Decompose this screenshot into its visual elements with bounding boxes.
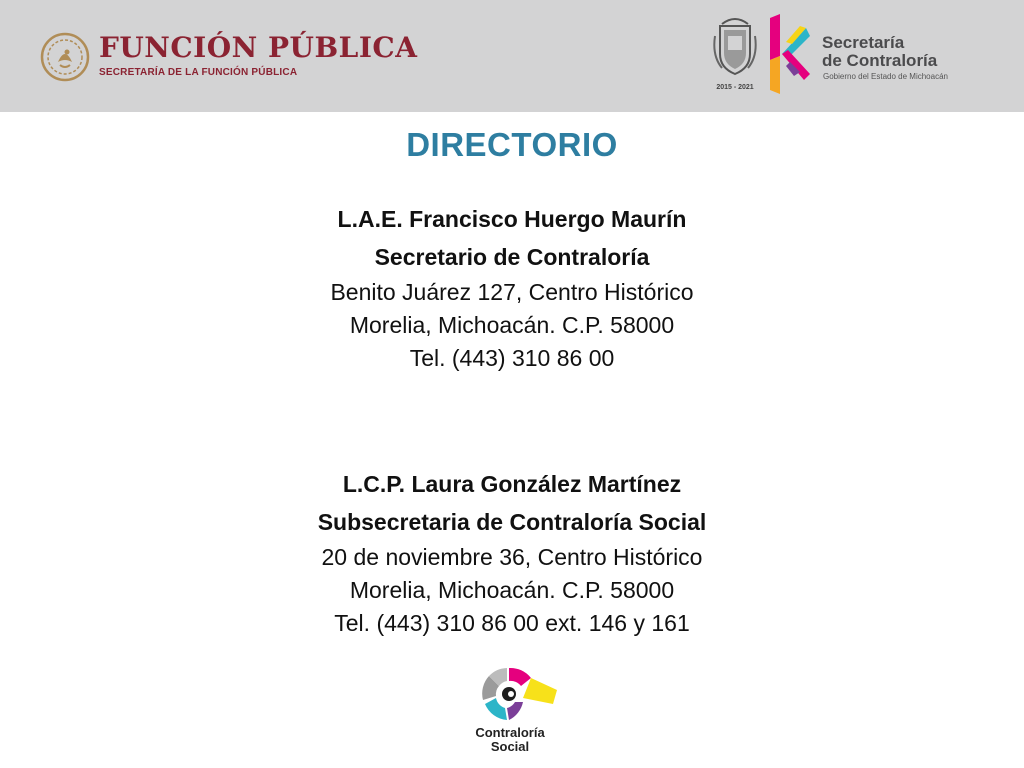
secretaria-label: Secretaría — [822, 33, 905, 52]
michoacan-coat-of-arms-icon — [712, 16, 758, 76]
contraloria-social-label — [440, 726, 580, 754]
government-years: 2015 - 2021 — [716, 84, 754, 91]
contact-position: Subsecretaria de Contraloría Social — [317, 509, 707, 535]
contraloria-social-icon — [469, 664, 559, 726]
gobierno-label: Gobierno del Estado de Michoacán — [823, 72, 948, 81]
contact-phone: Tel. (443) 310 86 00 ext. 146 y 161 — [334, 610, 690, 636]
contraloria-social-line1: Contraloría — [475, 725, 545, 740]
contact-address: Benito Juárez 127, Centro Histórico — [330, 279, 694, 305]
colorful-k-icon — [766, 14, 810, 94]
contact-name: L.A.E. Francisco Huergo Maurín — [337, 206, 687, 232]
contact-address: 20 de noviembre 36, Centro Histórico — [321, 544, 703, 570]
contraloria-social-line2: Social — [490, 739, 530, 754]
funcion-publica-title: FUNCIÓN PÚBLICA — [99, 31, 418, 64]
contact-phone: Tel. (443) 310 86 00 — [409, 345, 615, 371]
contact-city: Morelia, Michoacán. C.P. 58000 — [349, 577, 675, 603]
contact-city: Morelia, Michoacán. C.P. 58000 — [349, 312, 675, 338]
funcion-publica-logo — [40, 30, 440, 86]
contact-card — [0, 465, 1024, 640]
header-banner — [0, 0, 1024, 112]
page-title: DIRECTORIO — [406, 126, 618, 163]
funcion-publica-subtitle: SECRETARÍA DE LA FUNCIÓN PÚBLICA — [99, 67, 298, 78]
contact-name: L.C.P. Laura González Martínez — [342, 471, 682, 497]
contact-position: Secretario de Contraloría — [374, 244, 650, 270]
mexico-coat-of-arms-icon — [40, 32, 90, 82]
de-contraloria-label: de Contraloría — [822, 51, 938, 70]
contact-card — [0, 200, 1024, 375]
